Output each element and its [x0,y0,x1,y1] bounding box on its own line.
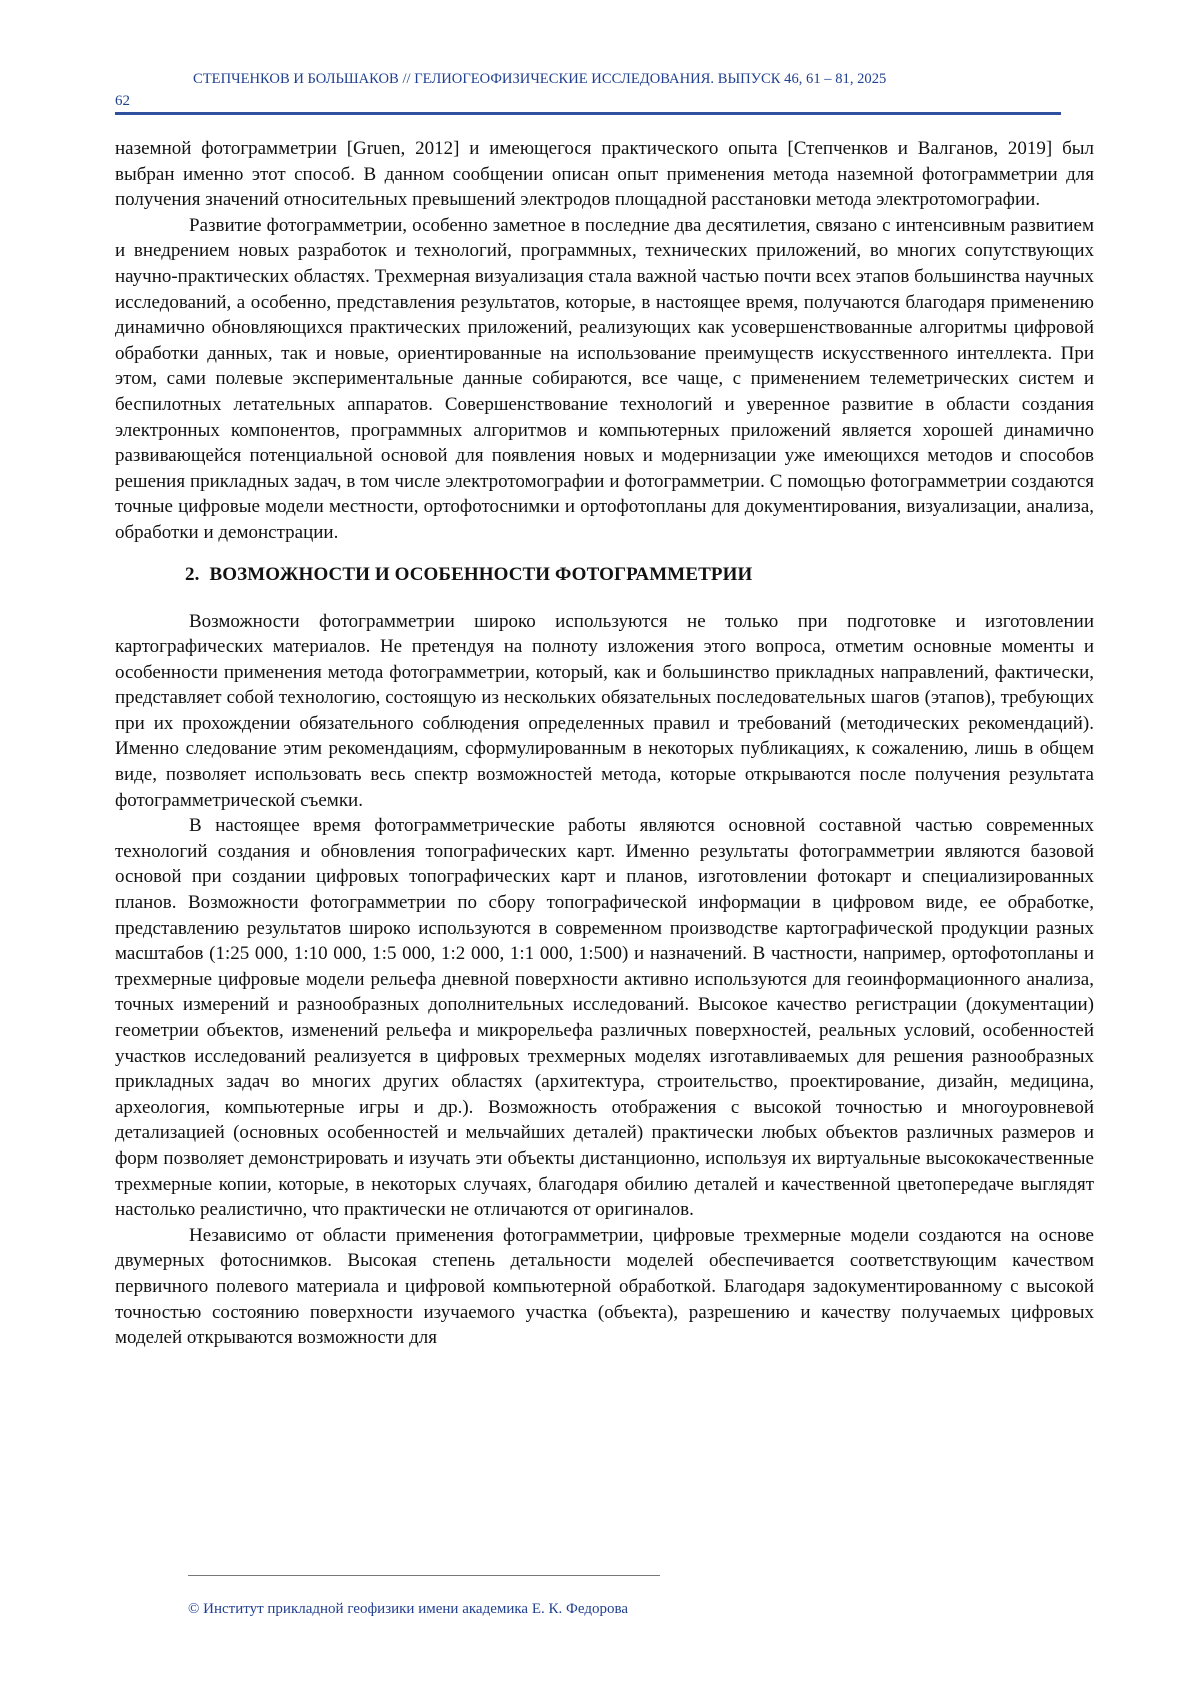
paragraph-photogrammetry-development: Развитие фотограмметрии, особенно заметное в последние два десятилетия, связано с интенсивным развитием и внедрением новых разработок и технологий, программных, технических приложений, во многих сопутствующих научно-практических областях. Трехмерная визуализация стала важной частью почти всех этапов большинства научных исследований, а особенно, представления результатов, которые, в настоящее время, получаются благодаря применению динамично обновляющихся практических приложений, реализующих как усовершенствованные алгоритмы цифровой обработки данных, так и новые, ориентированные на использование преимуществ искусственного интеллекта. При этом, сами полевые экспериментальные данные собираются, все чаще, с применением телеметрических систем и беспилотных летательных аппаратов. Совершенствование технологий и уверенное развитие в области создания электронных компонентов, программных алгоритмов и компьютерных приложений является хорошей динамично развивающейся потенциальной основой для появления новых и модернизации уже имеющихся методов и способов решения прикладных задач, в том числе электротомографии и фотограмметрии. С помощью фотограмметрии создаются точные цифровые модели местности, ортофотоснимки и ортофотопланы для документирования, визуализации, анализа, обработки и демонстрации. [115,213,1094,546]
running-header-title: СТЕПЧЕНКОВ И БОЛЬШАКОВ // ГЕЛИОГЕОФИЗИЧЕСКИЕ ИССЛЕДОВАНИЯ. ВЫПУСК 46, 61 – 81, 2025 [193,71,1073,88]
footer-rule [188,1575,660,1576]
page-number: 62 [115,93,130,110]
header-rule [115,112,1061,115]
paragraph-digital-models: Независимо от области применения фотограмметрии, цифровые трехмерные модели создаются на основе двумерных фотоснимков. Высокая степень детальности моделей обеспечивается соответствующим качеством первичного полевого материала и цифровой компьютерной обработкой. Благодаря задокументированному с высокой точностью состоянию поверхности изучаемого участка (объекта), разрешению и качеству получаемых цифровых моделей открываются возможности для [115,1223,1094,1351]
section-number: 2. [185,564,199,585]
article-body [115,136,1094,1351]
section-title: ВОЗМОЖНОСТИ И ОСОБЕННОСТИ ФОТОГРАММЕТРИИ [209,564,752,585]
paragraph-capabilities: Возможности фотограмметрии широко используются не только при подготовке и изготовлении картографических материалов. Не претендуя на полноту изложения этого вопроса, отметим основные моменты и особенности применения метода фотограмметрии, который, как и большинство прикладных направлений, фактически, представляет собой технологию, состоящую из нескольких обязательных последовательных шагов (этапов), требующих при их прохождении обязательного соблюдения определенных правил и требований (методических рекомендаций). Именно следование этим рекомендациям, сформулированным в некоторых публикациях, к сожалению, лишь в общем виде, позволяет использовать весь спектр возможностей метода, которые открываются после получения результата фотограмметрической съемки. [115,609,1094,814]
paragraph-continuation: наземной фотограмметрии [Gruen, 2012] и имеющегося практического опыта [Степченков и Валганов, 2019] был выбран именно этот способ. В данном сообщении описан опыт применения метода наземной фотограмметрии для получения значений относительных превышений электродов площадной расстановки метода электротомографии. [115,136,1094,213]
footer-copyright: © Институт прикладной геофизики имени академика Е. К. Федорова [188,1601,628,1618]
paragraph-topographic-maps: В настоящее время фотограмметрические работы являются основной составной частью современных технологий создания и обновления топографических карт. Именно результаты фотограмметрии являются базовой основой при создании цифровых топографических карт и планов, изготовлении фотокарт и специализированных планов. Возможности фотограмметрии по сбору топографической информации в цифровом виде, ее обработке, представлению результатов широко используются в современном производстве картографической продукции разных масштабов (1:25 000, 1:10 000, 1:5 000, 1:2 000, 1:1 000, 1:500) и назначений. В частности, например, ортофотопланы и трехмерные цифровые модели рельефа дневной поверхности активно используются для геоинформационного анализа, точных измерений и разнообразных дополнительных исследований. Высокое качество регистрации (документации) геометрии объектов, изменений рельефа и микрорельефа различных поверхностей, реальных условий, особенностей участков исследований реализуется в цифровых трехмерных моделях изготавливаемых для решения разнообразных прикладных задач во многих других областях (архитектура, строительство, проектирование, дизайн, медицина, археология, компьютерные игры и др.). Возможность отображения с высокой точностью и многоуровневой детализацией (основных особенностей и мельчайших деталей) практически любых объектов различных размеров и форм позволяет демонстрировать и изучать эти объекты дистанционно, используя их виртуальные высококачественные трехмерные копии, которые, в некоторых случаях, благодаря обилию деталей и качественной цветопередаче выглядят настолько реалистично, что практически не отличаются от оригиналов. [115,813,1094,1223]
section-heading [115,562,1094,588]
